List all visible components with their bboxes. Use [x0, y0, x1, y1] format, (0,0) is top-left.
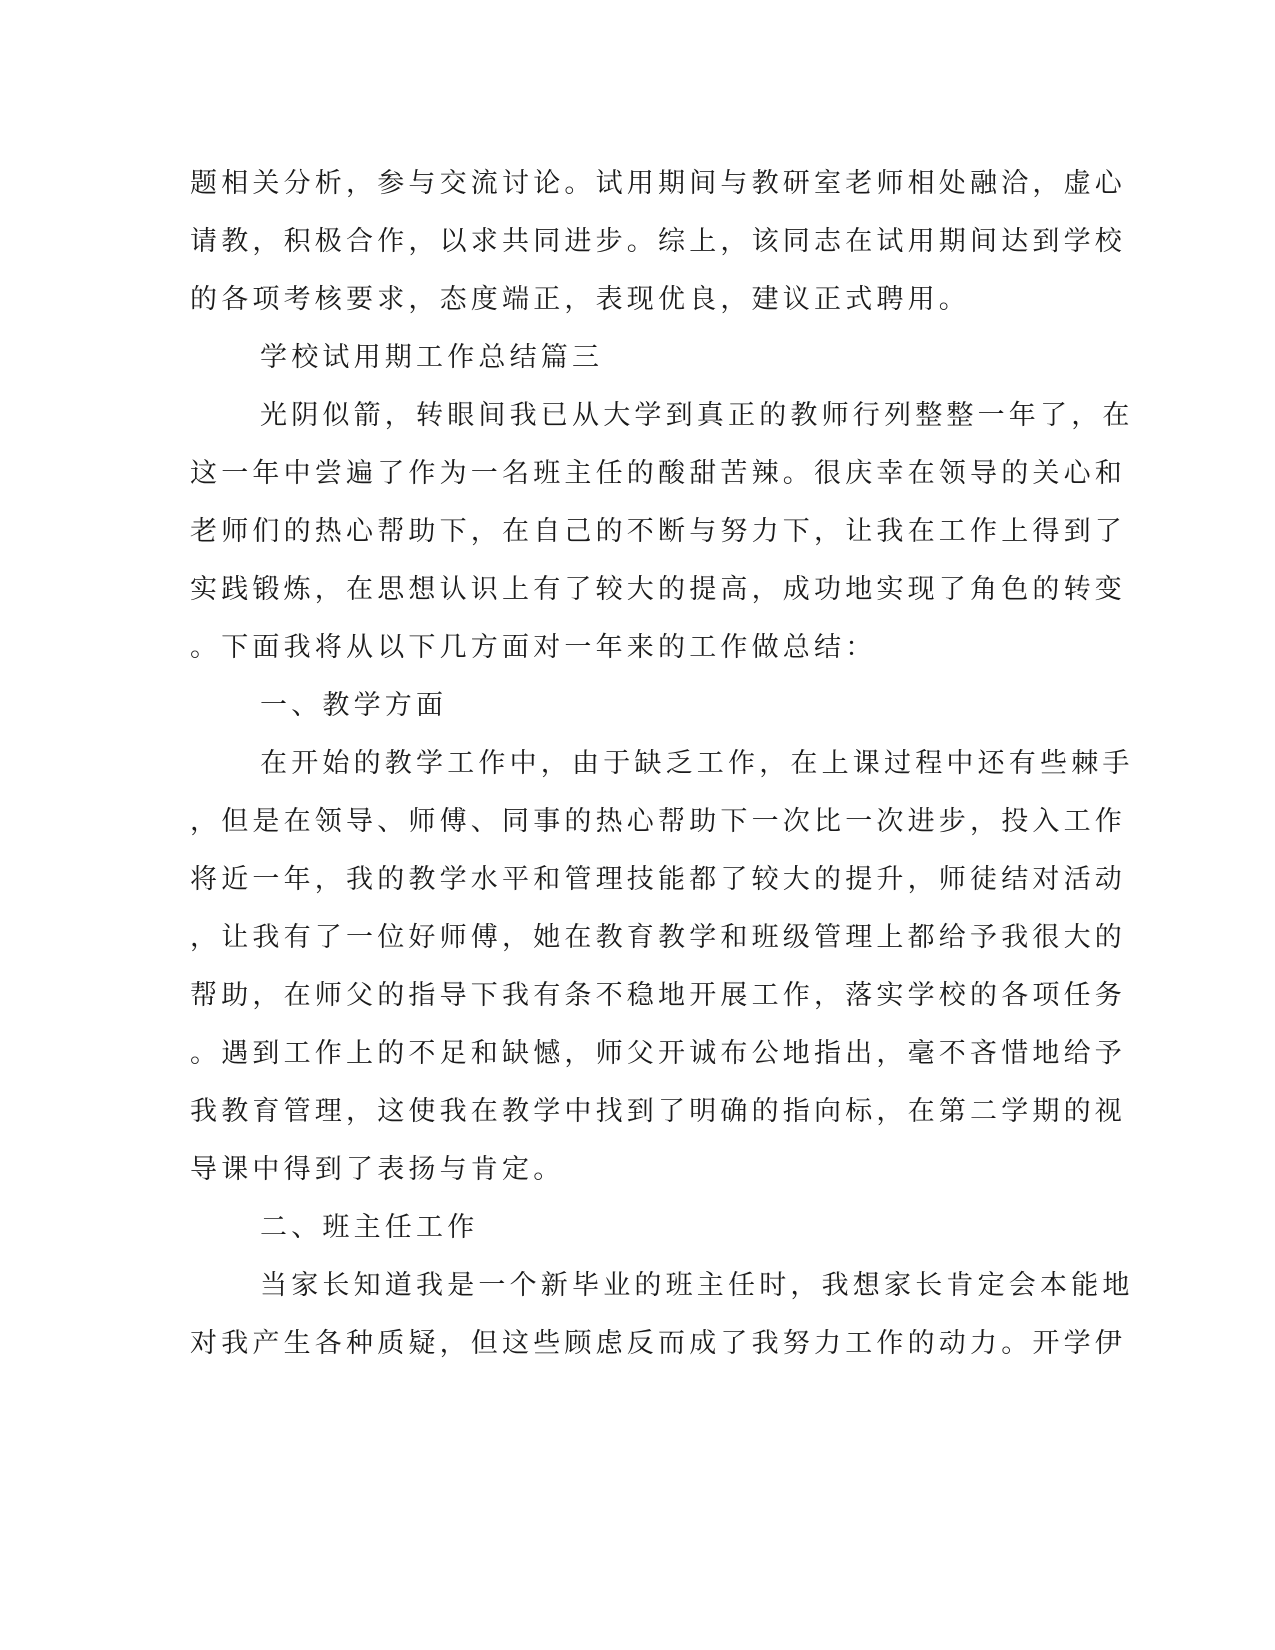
paragraph-line: 的各项考核要求，态度端正，表现优良，建议正式聘用。 — [190, 284, 970, 315]
paragraph-line: 对我产生各种质疑，但这些顾虑反而成了我努力工作的动力。开学伊 — [190, 1328, 1126, 1359]
paragraph-line: 实践锻炼，在思想认识上有了较大的提高，成功地实现了角色的转变 — [190, 574, 1126, 605]
section-heading: 一、教学方面 — [260, 690, 448, 721]
section-title: 学校试用期工作总结篇三 — [260, 342, 604, 373]
paragraph-line: 这一年中尝遍了作为一名班主任的酸甜苦辣。很庆幸在领导的关心和 — [190, 458, 1126, 489]
paragraph-line: 请教，积极合作，以求共同进步。综上，该同志在试用期间达到学校 — [190, 226, 1126, 257]
paragraph-line: ，让我有了一位好师傅，她在教育教学和班级管理上都给予我很大的 — [190, 922, 1126, 953]
paragraph-line: 在开始的教学工作中，由于缺乏工作，在上课过程中还有些棘手 — [260, 748, 1134, 779]
paragraph-line: 。下面我将从以下几方面对一年来的工作做总结： — [190, 632, 877, 663]
paragraph-line: 我教育管理，这使我在教学中找到了明确的指向标，在第二学期的视 — [190, 1096, 1126, 1127]
paragraph-line: ，但是在领导、师傅、同事的热心帮助下一次比一次进步，投入工作 — [190, 806, 1126, 837]
paragraph-line: 将近一年，我的教学水平和管理技能都了较大的提升，师徒结对活动 — [190, 864, 1126, 895]
paragraph-line: 当家长知道我是一个新毕业的班主任时，我想家长肯定会本能地 — [260, 1270, 1134, 1301]
section-heading: 二、班主任工作 — [260, 1212, 479, 1243]
paragraph-line: 老师们的热心帮助下，在自己的不断与努力下，让我在工作上得到了 — [190, 516, 1126, 547]
paragraph-line: 帮助，在师父的指导下我有条不稳地开展工作，落实学校的各项任务 — [190, 980, 1126, 1011]
paragraph-line: 。遇到工作上的不足和缺憾，师父开诚布公地指出，毫不吝惜地给予 — [190, 1038, 1126, 1069]
paragraph-line: 光阴似箭，转眼间我已从大学到真正的教师行列整整一年了，在 — [260, 400, 1134, 431]
paragraph-line: 题相关分析，参与交流讨论。试用期间与教研室老师相处融洽，虚心 — [190, 168, 1126, 199]
paragraph-line: 导课中得到了表扬与肯定。 — [190, 1154, 565, 1185]
